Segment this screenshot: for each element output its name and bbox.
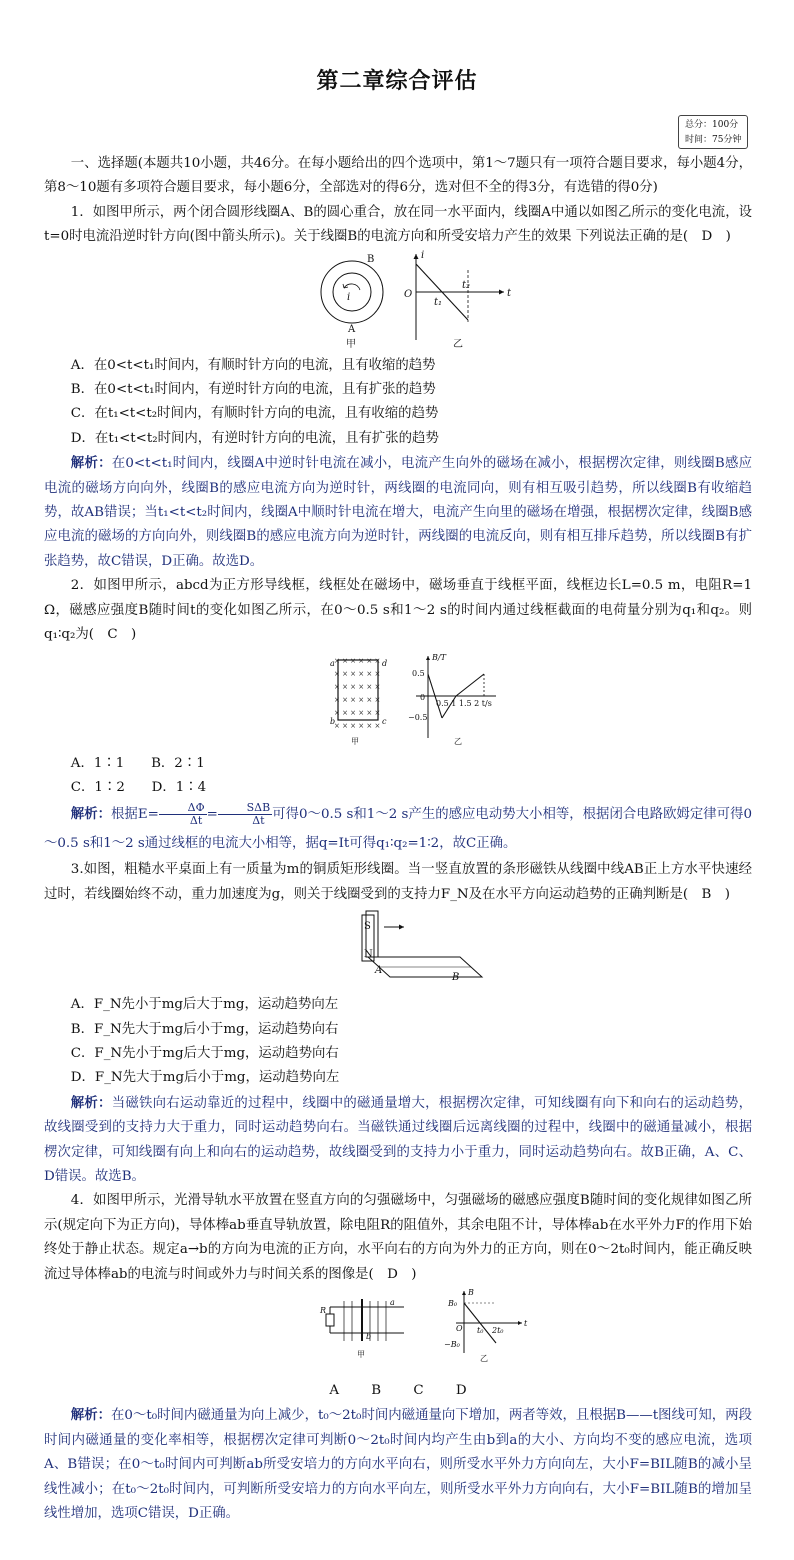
- svg-text:× × × × × ×: × × × × × ×: [334, 695, 381, 704]
- q3-option-a: A．F_N先小于mg后大于mg，运动趋势向左: [70, 997, 339, 1013]
- label-t2: t₂: [462, 279, 471, 291]
- q4-diagram: [44, 1287, 752, 1379]
- q3-solution: 解析：当磁铁向右运动靠近的过程中，线圈中的磁通量增大，根据楞次定律，可知线圈有向下和向右的运动趋势，故线圈受到的支持力大于重力，同时运动趋势向右。当磁铁通过线圈后远离线圈的过程中，线圈中的磁通量减小，根据楞次定律，可知线圈有向上和向右的运动趋势，故线圈受到的支持力小于重力，同时运动趋势向右。故B正确，A、C、D错误。故选B。: [44, 1094, 753, 1184]
- label-B: B: [367, 253, 375, 265]
- svg-text:乙: 乙: [480, 1354, 488, 1363]
- q4-choice-labels: A B C D: [329, 1383, 467, 1398]
- label-i-axis: i: [421, 249, 425, 261]
- q1-option-b: B．在0<t<t₁时间内，有逆时针方向的电流，且有扩张的趋势: [70, 382, 436, 398]
- svg-text:b: b: [330, 716, 336, 726]
- svg-text:d: d: [382, 658, 388, 668]
- svg-text:0.5 1 1.5 2 t/s: 0.5 1 1.5 2 t/s: [436, 698, 492, 708]
- svg-text:R: R: [320, 1306, 327, 1315]
- q1-option-d: D．在t₁<t<t₂时间内，有逆时针方向的电流，且有扩张的趋势: [70, 430, 439, 446]
- q3-figure: [44, 907, 752, 993]
- q1-figure: [44, 250, 752, 354]
- q4-figure: [44, 1287, 752, 1379]
- q4-solution: 解析：在0～t₀时间内磁通量为向上减少，t₀～2t₀时间内磁通量向下增加，两者等效，且根据B——t图线可知，两段时间内磁通量的变化率相等，根据楞次定律可判断0～2t₀时间内均产生由b到a的大小、方向均不变的感应电流，选项A、B错误；在0～t₀时间内可判断ab所受安培力的方向水平向右，则所受水平外力方向向左，大小F=BIL随B的减小呈线性减小；在t₀～2t₀时间内，可判断所受安培力的方向水平向左，则所受水平外力方向向右，大小F=BIL随B的增加呈线性增加，选项C错误，D正确。: [44, 1407, 752, 1522]
- svg-text:B₀: B₀: [448, 1299, 458, 1308]
- svg-text:乙: 乙: [454, 736, 462, 746]
- q4-stem: 4．如图甲所示，光滑导轨水平放置在竖直方向的匀强磁场中，匀强磁场的磁感应强度B随时间的变化规律如图乙所示(规定向下为正方向)，导体棒ab垂直导轨放置，除电阻R的阻值外，其余电阻不计，导体棒ab在水平外力F的作用下始终处于静止状态。规定a→b的方向为电流的正方向，水平向右的方向为外力的正方向，则在0～2t₀时间内，能正确反映流过导体棒ab的电流与时间或外力与时间关系的图像是( D ): [44, 1193, 752, 1282]
- time-limit: 时间：75分钟: [685, 135, 742, 145]
- svg-text:−B₀: −B₀: [444, 1340, 460, 1349]
- svg-text:−0.5: −0.5: [408, 712, 428, 722]
- svg-text:0.5: 0.5: [412, 668, 425, 678]
- label-O: O: [404, 288, 413, 300]
- svg-text:O: O: [456, 1324, 463, 1333]
- svg-text:× × × × × ×: × × × × × ×: [334, 721, 381, 730]
- q3-option-b: B．F_N先大于mg后小于mg，运动趋势向右: [70, 1021, 339, 1037]
- q1-option-c: C．在t₁<t<t₂时间内，有顺时针方向的电流，且有收缩的趋势: [70, 406, 439, 422]
- q1-diagram: [44, 250, 752, 354]
- label-A: A: [348, 323, 356, 335]
- q2-solution: 解析：根据E= $\frac{\Delta\Phi}{\Delta t}$ = $\frac{\text{SΔB}}{\Delta t}$ 可得0～0.5 s和1～2 s产生的感应电动势大小相等，根据闭合电路欧姆定律可得0～0.5 s和1～2 s通过线框的电流大小相等，据q=It可得q₁∶q₂=1∶2，故C正确。: [44, 801, 753, 852]
- svg-text:b: b: [366, 1332, 372, 1341]
- q1-option-a: A．在0<t<t₁时间内，有顺时针方向的电流，且有收缩的趋势: [70, 357, 436, 373]
- q3-option-c: C．F_N先小于mg后大于mg，运动趋势向右: [70, 1045, 339, 1061]
- q3-stem: 3.如图，粗糙水平桌面上有一质量为m的铜质矩形线圈。当一竖直放置的条形磁铁从线圈中线AB正上方水平快速经过时，若线圈始终不动，重力加速度为g，则关于线圈受到的支持力F_N及在水平方向运动趋势的正确判断是( B ): [44, 862, 752, 902]
- q1-stem: 1．如图甲所示，两个闭合圆形线圈A、B的圆心重合，放在同一水平面内，线圈A中通以如图乙所示的变化电流，设t=0时电流沿逆时针方向(图中箭头所示)。关于线圈B的电流方向和所受安培力产生的效果 下列说法正确的是( D ): [44, 204, 752, 245]
- q2-figure: [44, 648, 752, 752]
- svg-text:S: S: [364, 921, 371, 933]
- svg-text:t: t: [524, 1319, 528, 1328]
- label-i: i: [347, 291, 351, 303]
- svg-text:× × × × × ×: × × × × × ×: [334, 656, 381, 665]
- label-t1: t₁: [434, 296, 443, 308]
- q3-diagram: [44, 907, 752, 993]
- svg-text:B: B: [468, 1288, 474, 1297]
- q3-option-d: D．F_N先大于mg后小于mg，运动趋势向左: [70, 1070, 340, 1086]
- svg-text:0: 0: [420, 692, 426, 702]
- svg-text:甲: 甲: [357, 1350, 365, 1359]
- score-box: [678, 115, 748, 149]
- q1-solution: 解析：在0<t<t₁时间内，线圈A中逆时针电流在减小，电流产生向外的磁场在减小，根据楞次定律，则线圈B感应电流的磁场方向向外，线圈B的感应电流方向为逆时针，两线圈的电流同向，则有相互吸引趋势，所以线圈B有收缩趋势，故AB错误；当t₁<t<t₂时间内，线圈A中顺时针电流在增大，电流产生向里的磁场在增强，根据楞次定律，线圈B感应电流的磁场的方向向外，则线圈B的感应电流方向为逆时针，两线圈的电流反向，则有相互排斥趋势，所以线圈B有扩张趋势，故C错误，D正确。故选D。: [44, 455, 753, 569]
- svg-text:a: a: [330, 658, 335, 668]
- coil-b-circle: [321, 261, 383, 323]
- svg-text:N: N: [364, 949, 373, 961]
- page-title: 第二章综合评估: [316, 69, 478, 94]
- svg-text:a: a: [390, 1298, 395, 1307]
- svg-text:c: c: [382, 716, 387, 726]
- svg-text:甲: 甲: [351, 736, 359, 746]
- q2-options-row2: C．1∶2 D．1∶4: [70, 779, 207, 795]
- q2-diagram: [44, 648, 752, 752]
- svg-text:2t₀: 2t₀: [492, 1326, 504, 1335]
- section-heading: 一、选择题(本题共10小题，共46分。在每小题给出的四个选项中，第1～7题只有一项符合题目要求，每小题4分，第8～10题有多项符合题目要求，每小题6分，全部选对的得6分，选对但不全的得3分，有选错的得0分): [44, 156, 752, 196]
- label-jia: 甲: [346, 338, 356, 350]
- svg-text:B: B: [452, 972, 460, 984]
- svg-text:B/T: B/T: [432, 652, 446, 662]
- q2-options-row1: A．1∶1 B．2∶1: [70, 755, 205, 771]
- svg-text:× × × × × ×: × × × × × ×: [334, 669, 381, 678]
- svg-text:× × × × × ×: × × × × × ×: [334, 682, 381, 691]
- exam-content: [44, 152, 752, 1526]
- total-score: 总分：100分: [685, 120, 739, 130]
- coil-a-circle: [333, 273, 371, 311]
- label-yi: 乙: [453, 338, 463, 350]
- svg-text:t₀: t₀: [477, 1326, 484, 1335]
- svg-text:A: A: [375, 965, 383, 977]
- q2-stem: 2．如图甲所示，abcd为正方形导线框，线框处在磁场中，磁场垂直于线框平面，线框边长L=0.5 m，电阻R=1 Ω，磁感应强度B随时间t的变化如图乙所示，在0～0.5 s和1～2 s的时间内通过线框截面的电荷量分别为q₁和q₂。则q₁∶q₂为( C ): [44, 578, 752, 643]
- label-t: t: [507, 287, 512, 299]
- svg-text:× × × × × ×: × × × × × ×: [334, 708, 381, 717]
